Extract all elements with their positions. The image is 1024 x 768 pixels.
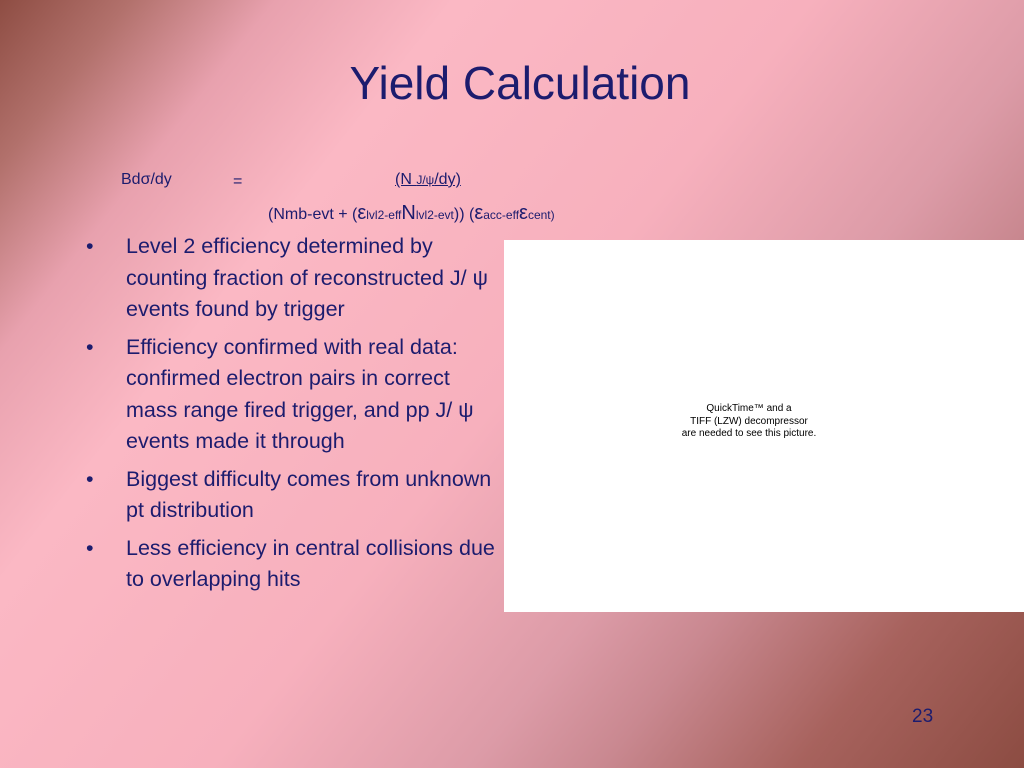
epsilon-symbol: ε	[357, 202, 367, 224]
missing-picture-placeholder	[504, 240, 1024, 612]
bullet-text: Level 2 efficiency determined by counting fraction of reconstructed J/ ψ events found by trigger	[126, 234, 488, 321]
bullet-item	[86, 231, 506, 326]
den-subscript-3: acc-eff	[483, 208, 520, 222]
bullet-marker: •	[86, 234, 94, 258]
bullet-text: Efficiency confirmed with real data: confirmed electron pairs in correct mass range fired trigger, and pp J/ ψ events made it through	[126, 334, 474, 453]
bullet-marker: •	[86, 466, 94, 491]
bullet-marker: •	[86, 535, 94, 560]
den-subscript-1: lvl2-eff	[366, 208, 402, 222]
den-subscript-4: cent)	[527, 208, 555, 222]
bullet-item	[86, 533, 506, 596]
bullet-item	[86, 464, 506, 527]
quicktime-placeholder-text: QuickTime™ and a TIFF (LZW) decompressor are needed to see this picture.	[681, 403, 817, 439]
numerator-open: (N	[395, 171, 417, 188]
numerator-subscript: J/ψ	[416, 173, 435, 187]
bullet-marker: •	[86, 334, 94, 359]
epsilon-symbol: ε	[519, 202, 528, 224]
den-part-b: )) (	[453, 206, 475, 223]
bullet-list	[86, 231, 506, 602]
page-number: 23	[912, 706, 934, 727]
equation-numerator	[395, 171, 461, 189]
slide-title: Yield Calculation	[349, 57, 691, 109]
bullet-text: Biggest difficulty comes from unknown pt distribution	[126, 466, 492, 522]
den-part-a: (Nmb-evt + (	[268, 206, 358, 223]
den-n: N	[401, 202, 416, 224]
equation-lhs: Bdσ/dy	[121, 171, 172, 188]
epsilon-symbol: ε	[474, 202, 484, 224]
equation-equals: =	[233, 173, 243, 190]
bullet-item	[86, 332, 506, 458]
numerator-close: /dy)	[434, 171, 461, 188]
bullet-text: Less efficiency in central collisions due to overlapping hits	[126, 535, 495, 591]
equation-denominator	[268, 202, 555, 225]
den-subscript-2: lvl2-evt	[415, 208, 454, 222]
